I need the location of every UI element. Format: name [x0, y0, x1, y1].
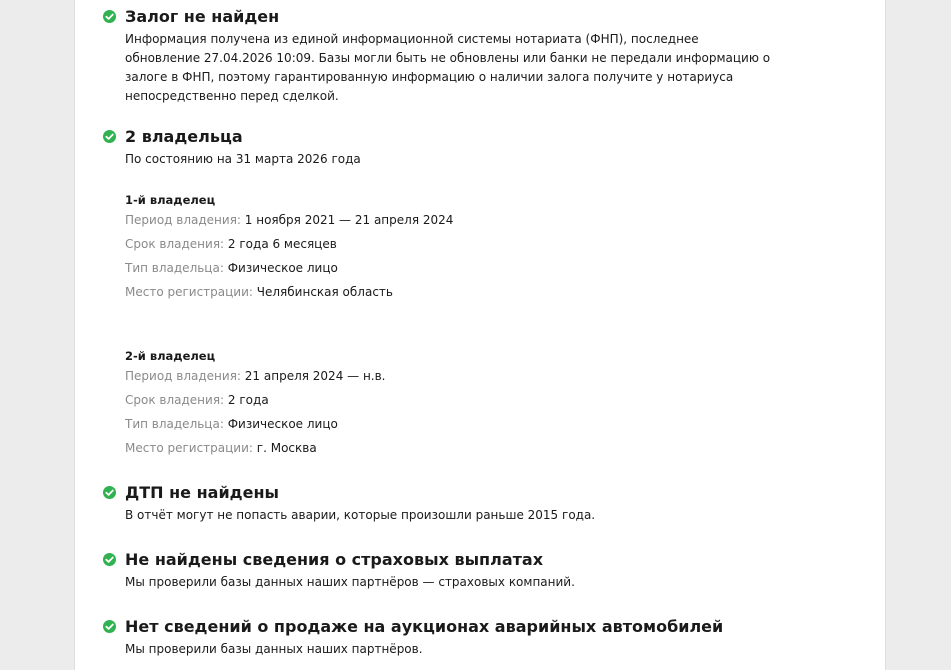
- row-label: Срок владения:: [125, 237, 225, 251]
- pledge-desc-line: обновление 27.04.2026 10:09. Базы могли быть не обновлены или банки не передали информацию о: [125, 51, 771, 65]
- auctions-section: [125, 616, 805, 659]
- pledge-title: Залог не найден: [125, 7, 280, 26]
- check-icon: [103, 486, 116, 499]
- owner-type-row: [125, 256, 805, 280]
- check-icon: [103, 620, 116, 633]
- insurance-section: [125, 549, 805, 592]
- row-value: 21 апреля 2024 — н.в.: [244, 369, 386, 383]
- owner-period-row: [125, 364, 805, 388]
- owner-block-1: [125, 192, 805, 304]
- row-label: Тип владельца:: [125, 417, 224, 431]
- row-value: Физическое лицо: [227, 261, 338, 275]
- owner-period-row: [125, 208, 805, 232]
- pledge-section: [125, 6, 805, 106]
- insurance-description: Мы проверили базы данных наших партнёров — страховых компаний.: [125, 575, 575, 589]
- insurance-title: Не найдены сведения о страховых выплатах: [125, 550, 544, 569]
- pledge-desc-line: залоге в ФНП, поэтому гарантированную информацию о наличии залога получите у нотариуса: [125, 70, 734, 84]
- accidents-description: В отчёт могут не попасть аварии, которые произошли раньше 2015 года.: [125, 508, 596, 522]
- owner-duration-row: [125, 232, 805, 256]
- row-label: Срок владения:: [125, 393, 225, 407]
- row-value: Физическое лицо: [227, 417, 338, 431]
- owner-region-row: [125, 436, 805, 460]
- pledge-desc-line: непосредственно перед сделкой.: [125, 89, 339, 103]
- check-icon: [103, 553, 116, 566]
- accidents-title: ДТП не найдены: [125, 483, 279, 502]
- pledge-description: [125, 30, 805, 106]
- check-icon: [103, 130, 116, 143]
- owners-title: 2 владельца: [125, 127, 243, 146]
- owners-subtitle: По состоянию на 31 марта 2026 года: [125, 152, 361, 166]
- accidents-section: [125, 482, 805, 525]
- row-value: 1 ноября 2021 — 21 апреля 2024: [244, 213, 454, 227]
- row-label: Место регистрации:: [125, 285, 253, 299]
- pledge-desc-line: Информация получена из единой информационной системы нотариата (ФНП), последнее: [125, 32, 699, 46]
- owners-section: [125, 126, 805, 169]
- row-label: Место регистрации:: [125, 441, 253, 455]
- row-value: 2 года 6 месяцев: [227, 237, 337, 251]
- row-value: г. Москва: [256, 441, 317, 455]
- auctions-title: Нет сведений о продаже на аукционах аварийных автомобилей: [125, 617, 724, 636]
- row-label: Период владения:: [125, 369, 241, 383]
- row-label: Период владения:: [125, 213, 241, 227]
- owner-region-row: [125, 280, 805, 304]
- owner-type-row: [125, 412, 805, 436]
- owner-block-2: [125, 348, 805, 460]
- row-value: 2 года: [227, 393, 269, 407]
- auctions-description: Мы проверили базы данных наших партнёров.: [125, 642, 423, 656]
- row-value: Челябинская область: [256, 285, 393, 299]
- owner-heading: 2-й владелец: [125, 349, 216, 363]
- owner-duration-row: [125, 388, 805, 412]
- report-card: [74, 0, 886, 670]
- check-icon: [103, 10, 116, 23]
- owner-heading: 1-й владелец: [125, 193, 216, 207]
- row-label: Тип владельца:: [125, 261, 224, 275]
